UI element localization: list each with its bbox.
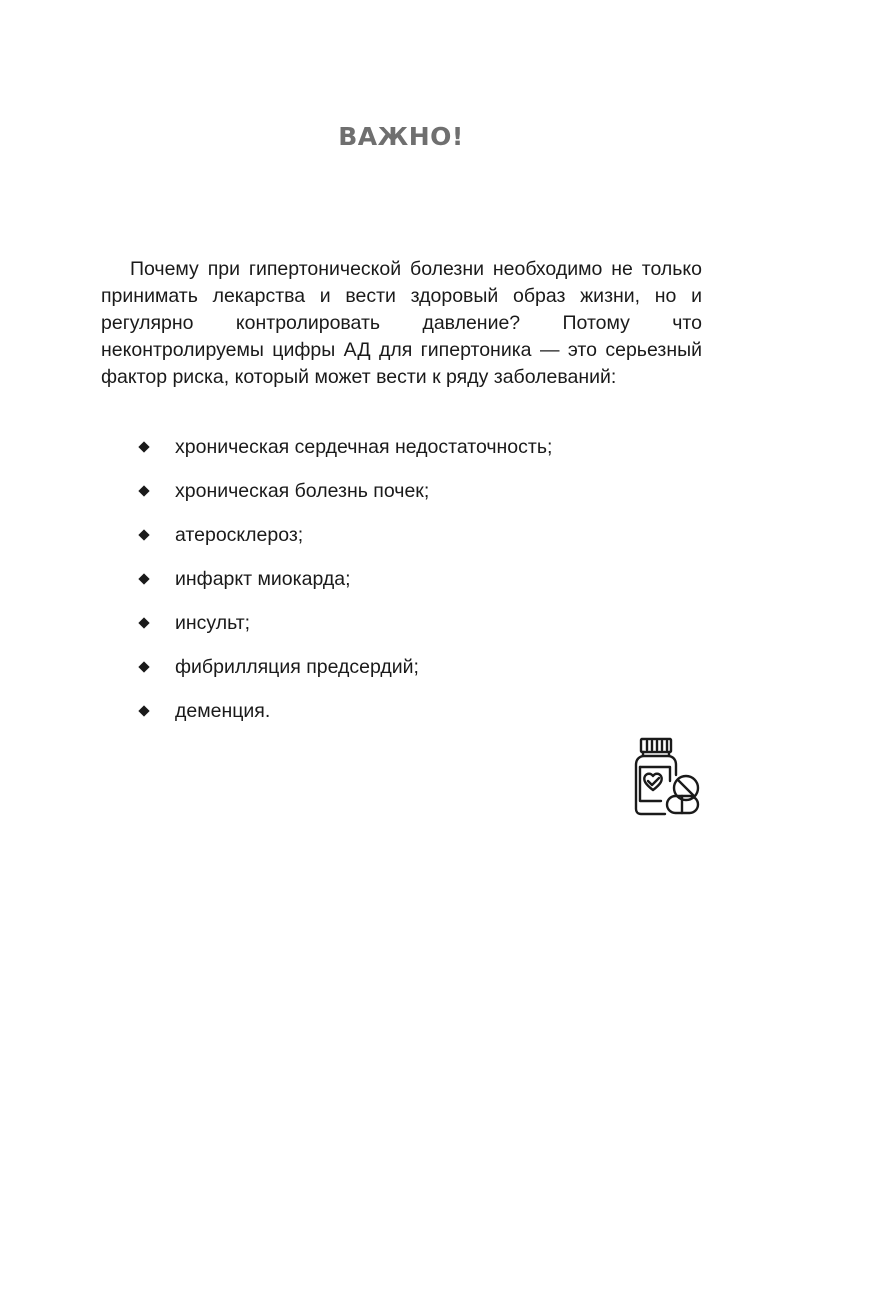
list-item-text: фибрилляция предсердий; <box>175 656 419 678</box>
list-item-text: инфаркт миокарда; <box>175 568 351 590</box>
diamond-bullet-icon <box>138 485 149 496</box>
diamond-bullet-icon <box>138 617 149 628</box>
intro-paragraph: Почему при гипертонической болезни необходимо не только принимать лекарства и вести здоровый образ жизни, но и регулярно контролировать давление? Потому что неконтролируемы цифры АД для гипертоника — это серьезный фактор риска, который может вести к ряду заболеваний: <box>101 258 702 388</box>
list-item <box>138 610 552 654</box>
conditions-list <box>138 434 552 742</box>
list-item-text: инсульт; <box>175 612 251 634</box>
list-item <box>138 698 552 742</box>
list-item <box>138 654 552 698</box>
list-item-text: хроническая болезнь почек; <box>175 480 430 502</box>
list-item <box>138 434 552 478</box>
list-item-text: хроническая сердечная недостаточность; <box>175 436 553 458</box>
diamond-bullet-icon <box>138 529 149 540</box>
list-item-text: деменция. <box>175 700 271 722</box>
diamond-bullet-icon <box>138 573 149 584</box>
list-item-text: атеросклероз; <box>175 524 304 546</box>
diamond-bullet-icon <box>138 661 149 672</box>
list-item <box>138 478 552 522</box>
page-title: ВАЖНО! <box>338 122 464 151</box>
diamond-bullet-icon <box>138 441 149 452</box>
list-item <box>138 522 552 566</box>
medicine-bottle-pills-icon <box>633 737 701 817</box>
list-item <box>138 566 552 610</box>
diamond-bullet-icon <box>138 705 149 716</box>
